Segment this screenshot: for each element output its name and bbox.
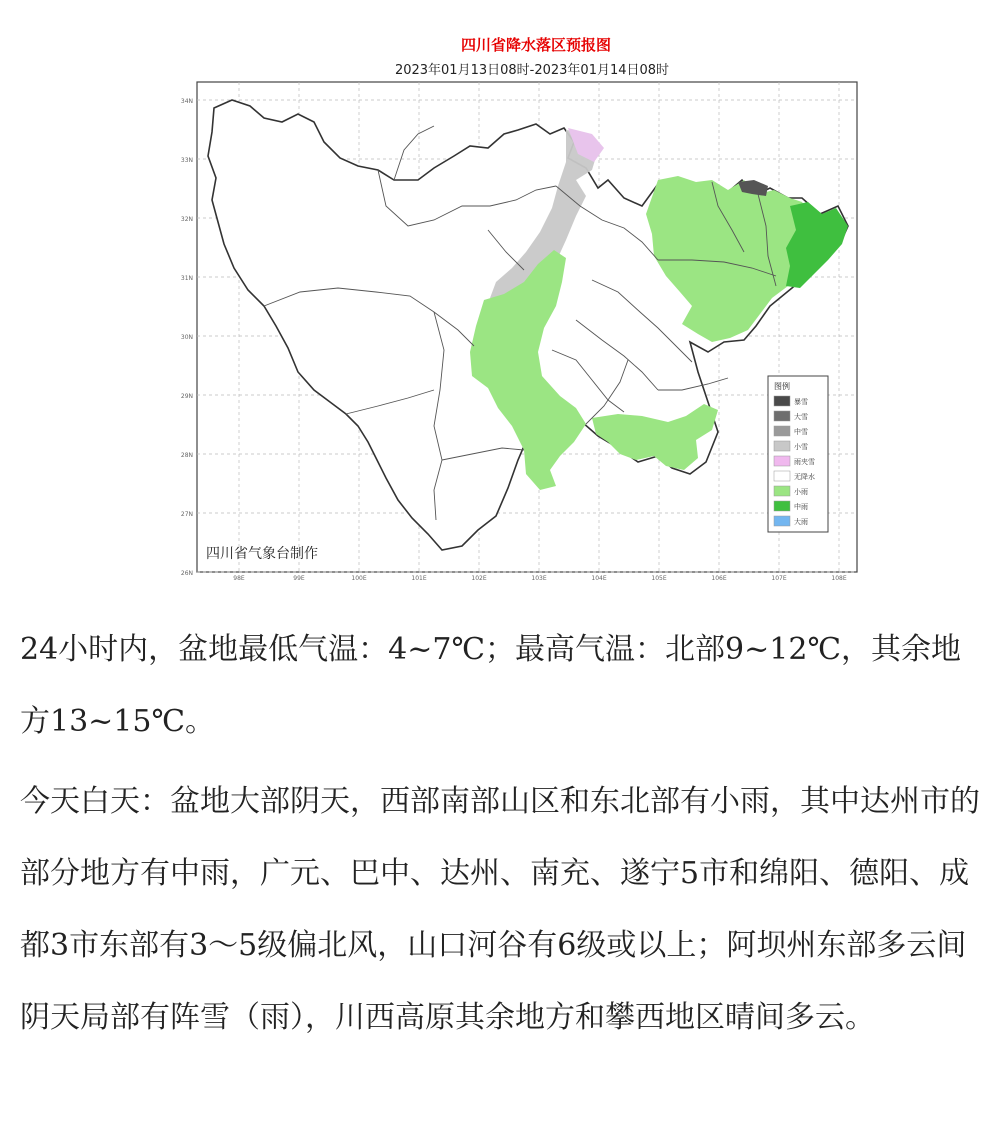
temperature-paragraph: 24小时内，盆地最低气温：4~7℃；最高气温：北部9~12℃，其余地方13~15℃。 <box>20 632 962 739</box>
lon-label: 107E <box>771 575 787 580</box>
legend-label: 大雨 <box>794 518 808 526</box>
legend-label: 中雪 <box>794 428 808 436</box>
lat-label: 34N <box>180 98 193 105</box>
lon-label: 104E <box>591 575 607 580</box>
lon-label: 108E <box>831 575 847 580</box>
lon-label: 106E <box>711 575 727 580</box>
lon-label: 101E <box>411 575 427 580</box>
lat-label: 27N <box>180 511 193 518</box>
map-credit: 四川省气象台制作 <box>206 546 318 562</box>
legend-swatch <box>774 486 790 496</box>
legend-swatch <box>774 471 790 481</box>
latitude-labels <box>181 98 193 577</box>
legend-title: 图例 <box>774 382 790 391</box>
longitude-labels <box>233 575 847 580</box>
lon-label: 100E <box>351 575 367 580</box>
lon-label: 105E <box>651 575 667 580</box>
legend-label: 雨夹雪 <box>794 458 815 466</box>
map-legend <box>768 376 828 532</box>
weather-paragraph: 今天白天：盆地大部阴天，西部南部山区和东北部有小雨，其中达州市的部分地方有中雨，广元、巴中、达州、南充、遂宁5市和绵阳、德阳、成都3市东部有3～5级偏北风，山口河谷有6级或以上；阿坝州东部多云间阴天局部有阵雪（雨），川西高原其余地方和攀西地区晴间多云。 <box>20 784 980 1035</box>
legend-swatch <box>774 411 790 421</box>
legend-swatch <box>774 516 790 526</box>
lat-label: 30N <box>180 334 193 341</box>
legend-swatch <box>774 396 790 406</box>
legend-label: 小雪 <box>794 443 808 451</box>
legend-label: 中雨 <box>794 503 808 511</box>
lon-label: 98E <box>233 575 245 580</box>
lon-label: 103E <box>531 575 547 580</box>
lat-label: 31N <box>180 275 193 282</box>
legend-swatch <box>774 501 790 511</box>
lat-label: 26N <box>180 570 193 577</box>
lat-label: 28N <box>180 452 193 459</box>
lon-label: 99E <box>293 575 305 580</box>
legend-label: 小雨 <box>794 488 808 496</box>
map-subtitle: 2023年01月13日08时-2023年01月14日08时 <box>394 63 670 78</box>
legend-label: 暴雪 <box>794 398 808 406</box>
legend-swatch <box>774 456 790 466</box>
legend-swatch <box>774 426 790 436</box>
map-title: 四川省降水落区预报图 <box>460 36 612 54</box>
legend-swatch <box>774 441 790 451</box>
legend-label: 无降水 <box>794 473 815 481</box>
precipitation-forecast-map <box>172 30 862 580</box>
lon-label: 102E <box>471 575 487 580</box>
lat-label: 29N <box>180 393 193 400</box>
legend-label: 大雪 <box>794 413 808 421</box>
lat-label: 32N <box>180 216 193 223</box>
lat-label: 33N <box>180 157 193 164</box>
